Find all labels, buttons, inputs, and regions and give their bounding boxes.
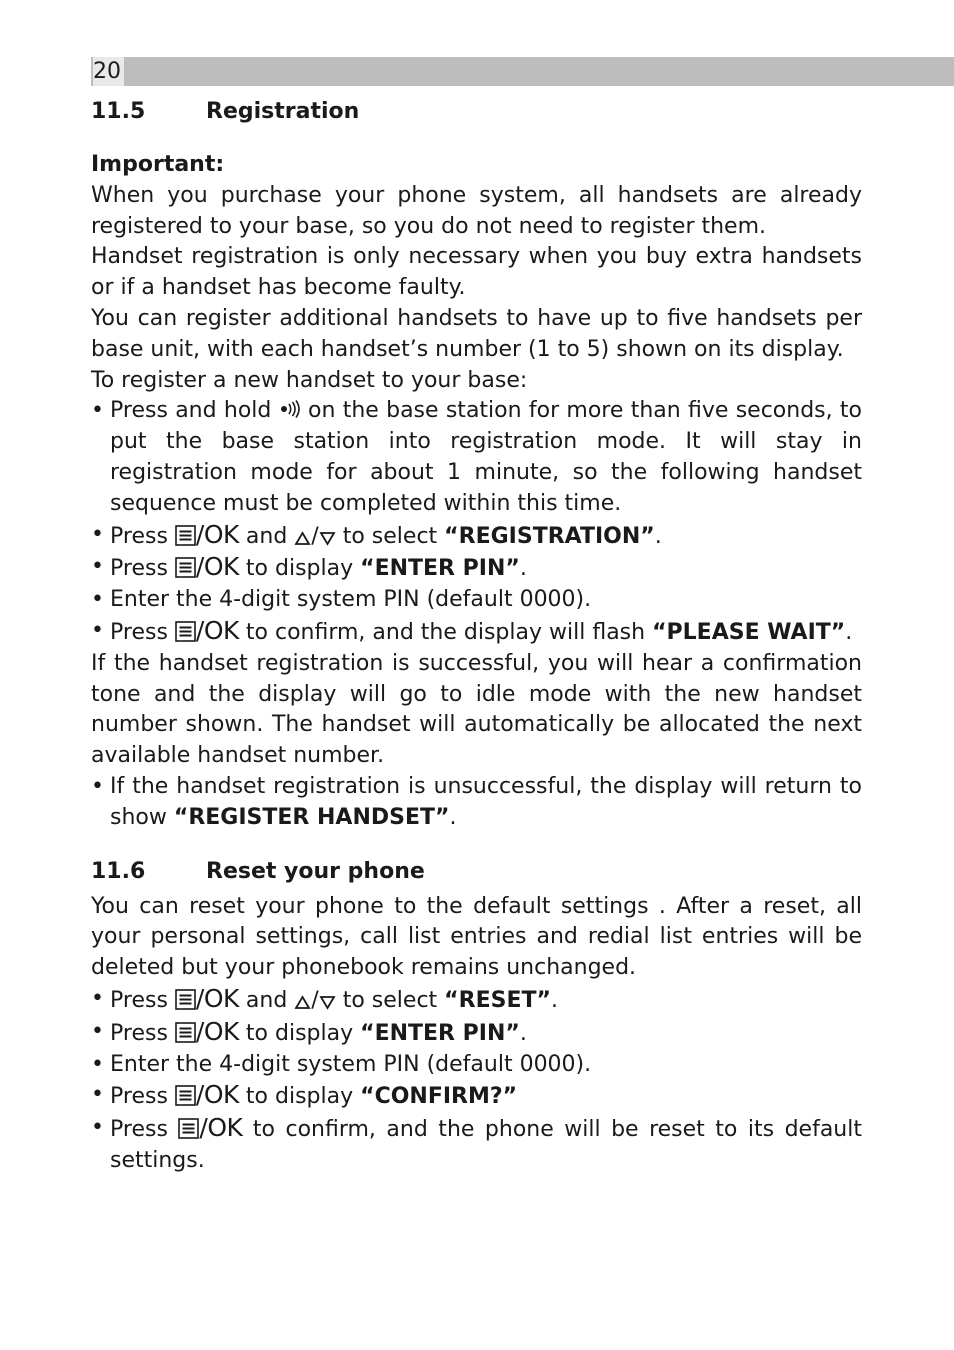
down-arrow-icon: [319, 531, 336, 546]
page-number: 20: [93, 57, 124, 86]
menu-icon: [175, 621, 196, 642]
paragraph: If the handset registration is successful, you will hear a confirmation tone and the display will go to idle mode with the new handset number shown. The handset will automatically be allocated the next available handset number.: [91, 650, 862, 769]
registration-steps: [91, 396, 862, 648]
list-item: • Enter the 4-digit system PIN (default 0000).: [91, 585, 862, 616]
reset-steps: [91, 984, 862, 1177]
paragraph: You can register additional handsets to have up to five handsets per base unit, with each handset’s number (1 to 5) shown on its display.: [91, 305, 862, 362]
menu-icon: [175, 1085, 196, 1106]
list-item: • Enter the 4-digit system PIN (default 0000).: [91, 1050, 862, 1081]
section-heading-11-6: 11.6 Reset your phone: [91, 858, 425, 884]
menu-icon: [175, 989, 196, 1010]
paragraph: Handset registration is only necessary when you buy extra handsets or if a handset has become faulty.: [91, 244, 862, 301]
page-header-bar: [91, 57, 954, 86]
list-item: • Press /OK and / to select “RESET”.: [91, 984, 862, 1017]
up-arrow-icon: [294, 995, 311, 1010]
page-content: [91, 95, 862, 1177]
menu-icon: [175, 557, 196, 578]
paragraph: You can reset your phone to the default settings . After a reset, all your personal settings, call list entries and redial list entries will be deleted but your phonebook remains unchanged.: [91, 893, 862, 981]
list-item: • Press /OK to display “ENTER PIN”.: [91, 552, 862, 585]
list-item: • Press /OK to display “ENTER PIN”.: [91, 1017, 862, 1050]
list-item: • Press /OK to confirm, and the phone will be reset to its default settings.: [91, 1113, 862, 1177]
list-item: • If the handset registration is unsuccessful, the display will return to show “REGISTER HANDSET”.: [91, 772, 862, 834]
up-arrow-icon: [294, 531, 311, 546]
section-heading-11-5: 11.5 Registration: [91, 99, 360, 124]
list-item: • Press /OK and / to select “REGISTRATION”.: [91, 520, 862, 553]
important-label: Important:: [91, 152, 225, 177]
paragraph: To register a new handset to your base:: [91, 367, 528, 393]
menu-icon: [175, 1022, 196, 1043]
menu-icon: [175, 525, 196, 546]
down-arrow-icon: [319, 995, 336, 1010]
registration-fail-note: [91, 772, 862, 834]
list-item: • Press and hold on the base station for more than five seconds, to put the base station into registration mode. It will stay in registration mode for about 1 minute, so the following handset sequence must be completed within this time.: [91, 396, 862, 519]
paging-icon: [279, 400, 301, 420]
list-item: • Press /OK to confirm, and the display will flash “PLEASE WAIT”.: [91, 616, 862, 649]
paragraph: When you purchase your phone system, all handsets are already registered to your base, so you do not need to register them.: [91, 182, 862, 239]
list-item: • Press /OK to display “CONFIRM?”: [91, 1080, 862, 1113]
menu-icon: [178, 1118, 199, 1139]
